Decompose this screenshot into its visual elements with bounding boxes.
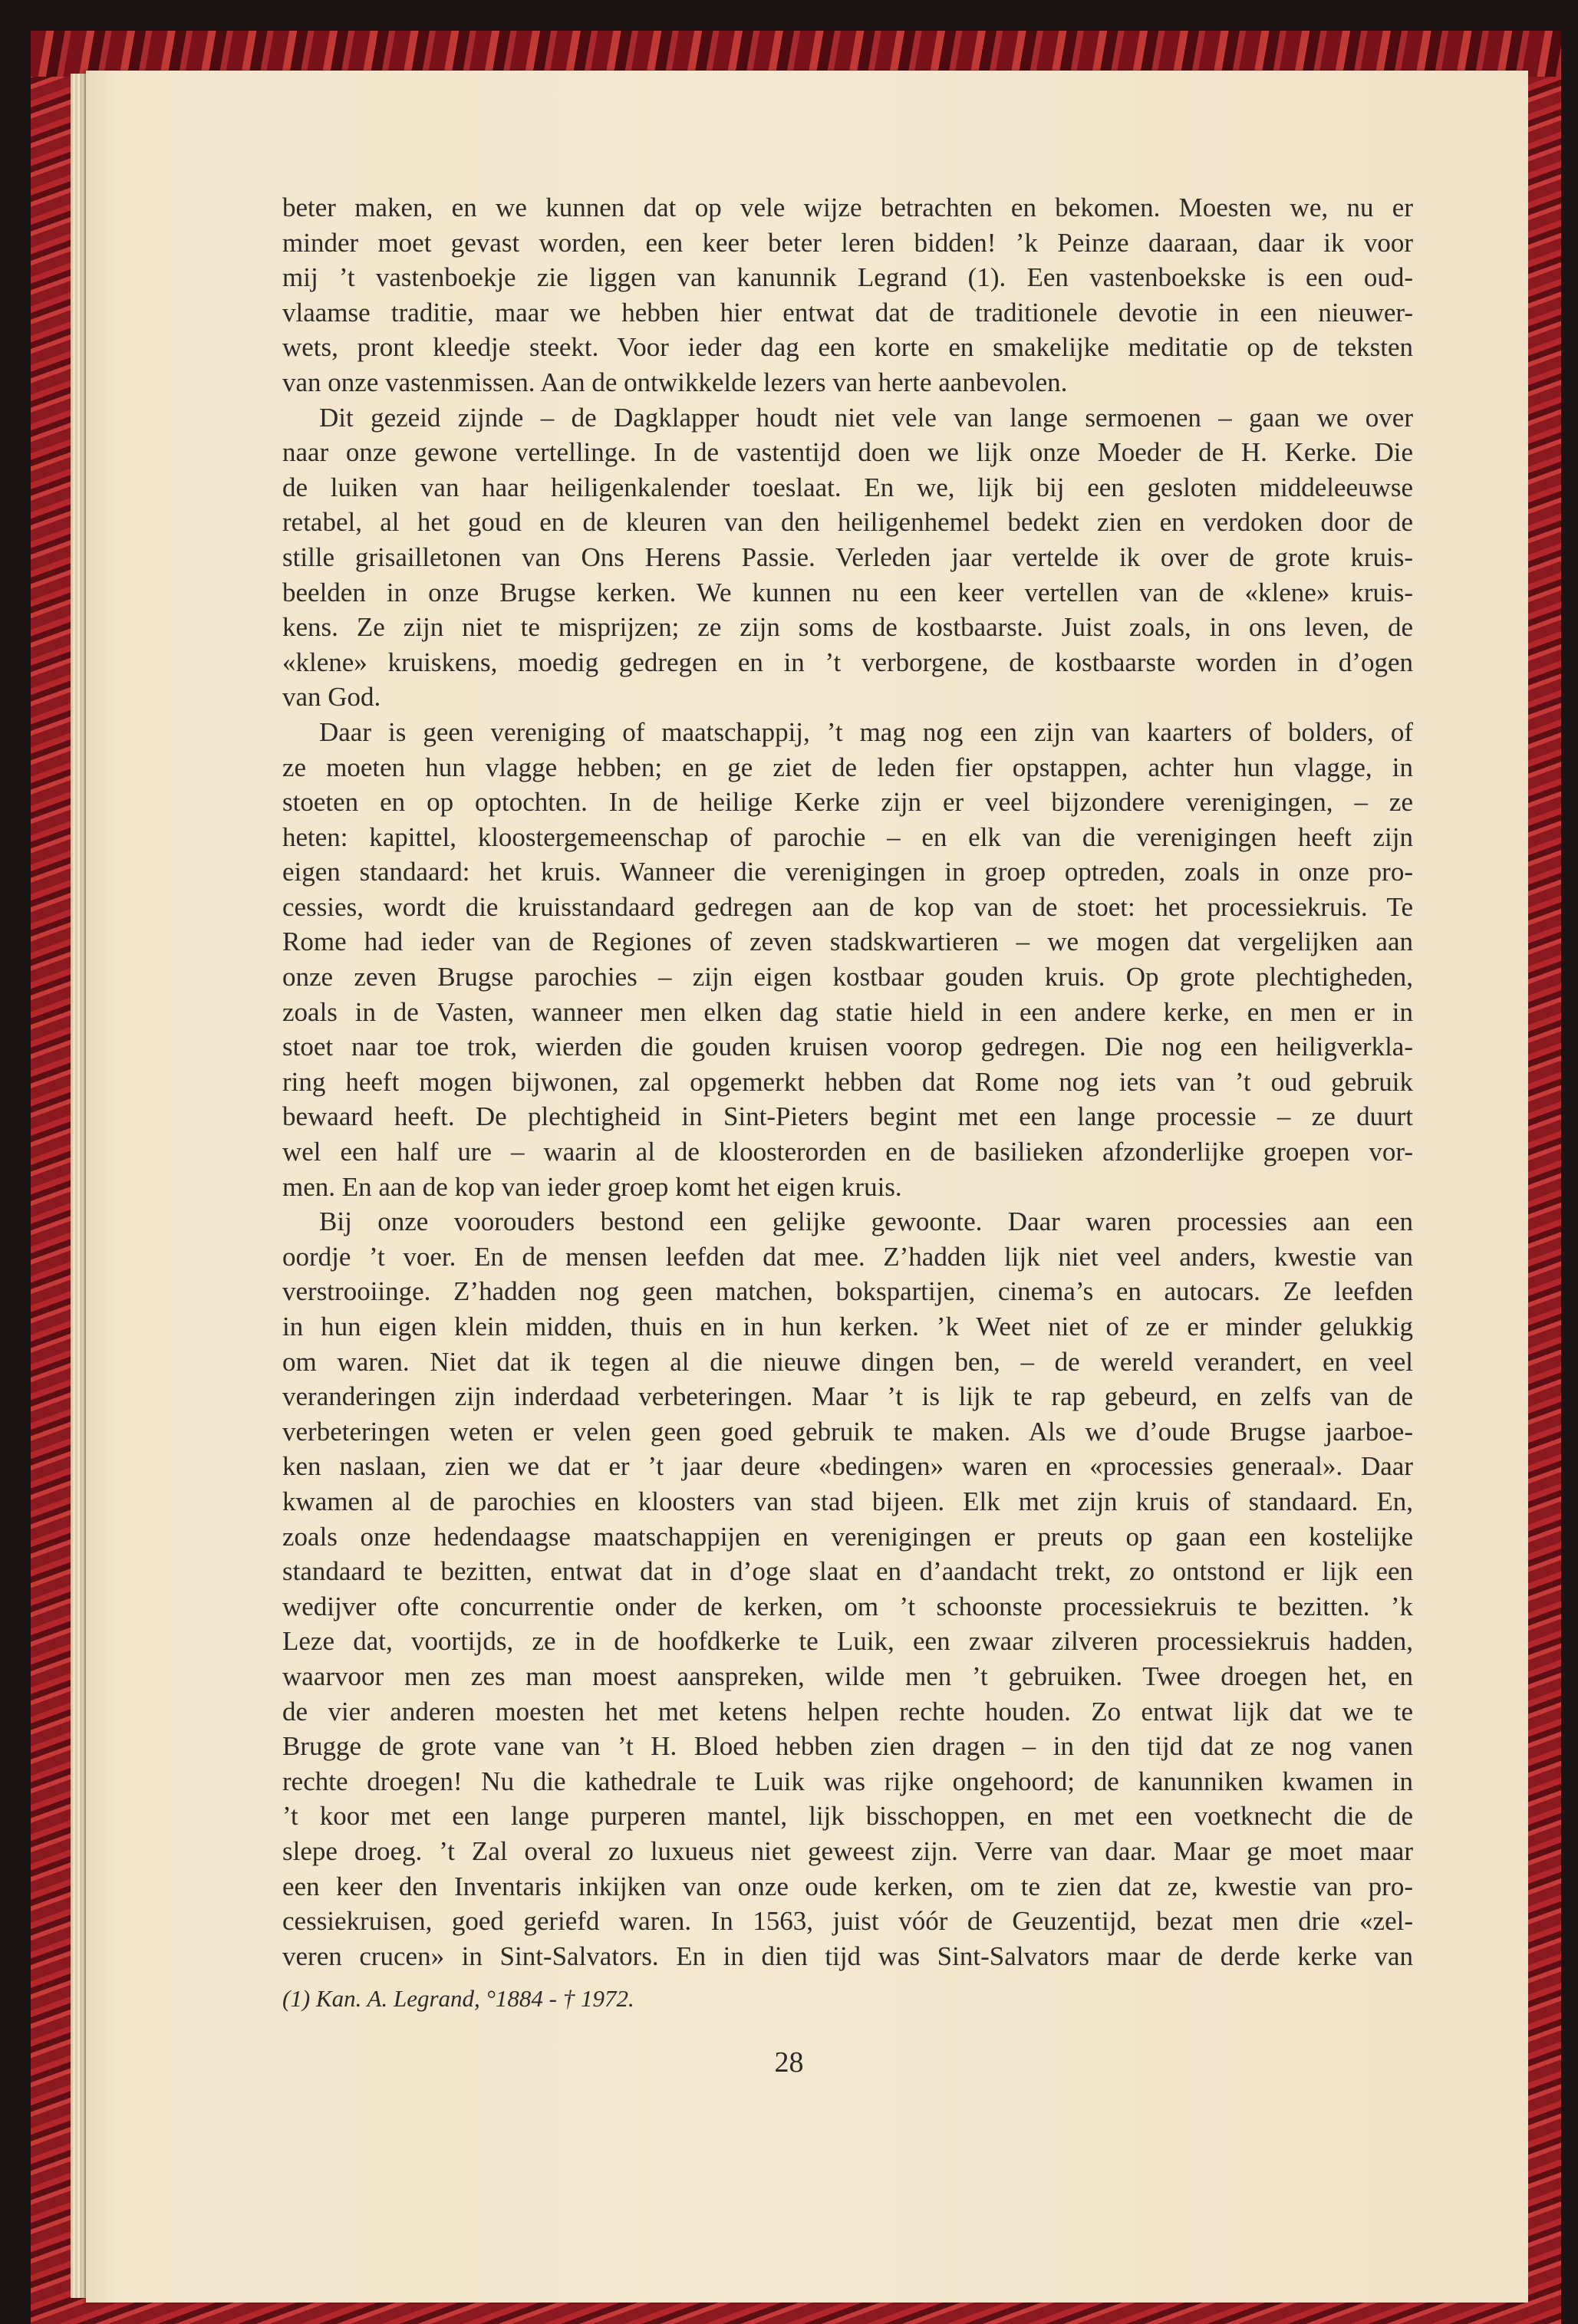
text-line: bewaard heeft. De plechtigheid in Sint-Pieters begint met een lange processie – ze duurt [282, 1101, 1413, 1132]
text-line: van God. [282, 682, 381, 713]
text-line: Bij onze voorouders bestond een gelijke gewoonte. Daar waren processies aan een [319, 1206, 1413, 1237]
text-line: in hun eigen klein midden, thuis en in hun kerken. ’k Weet niet of ze er minder gelukkig [282, 1312, 1413, 1341]
text-line: rechte droegen! Nu die kathedrale te Luik was rijke ongehoord; de kanunniken kwamen in [282, 1766, 1413, 1796]
text-line: beelden in onze Brugse kerken. We kunnen nu een keer vertellen van de «klene» kruis- [282, 577, 1413, 607]
text-line: Daar is geen vereniging of maatschappij, ’t mag nog een zijn van kaarters of bolders, of [319, 716, 1413, 747]
text-line: ring heeft mogen bijwonen, zal opgemerkt hebben dat Rome nog iets van ’t oud gebruik [282, 1066, 1413, 1097]
text-line: vlaamse traditie, maar we hebben hier entwat dat de traditionele devotie in een nieuwer- [282, 297, 1413, 328]
text-line: verstrooiinge. Z’hadden nog geen matchen, bokspartijen, cinema’s en autocars. Ze leefden [282, 1276, 1413, 1307]
text-line: ze moeten hun vlagge hebben; en ge ziet de leden fier opstappen, achter hun vlagge, in [282, 752, 1413, 782]
paragraph [282, 400, 1413, 715]
text-line: een keer den Inventaris inkijken van onze oude kerken, om te zien dat ze, kwestie van pro- [282, 1871, 1413, 1901]
text-line: standaard te bezitten, entwat dat in d’oge slaat en d’aandacht trekt, zo ontstond er lijk een [282, 1556, 1413, 1587]
text-line: beter maken, en we kunnen dat op vele wijze betrachten en bekomen. Moesten we, nu er [282, 193, 1413, 222]
text-line: Rome had ieder van de Regiones of zeven stadskwartieren – we mogen dat vergelijken aan [282, 927, 1413, 957]
text-line: waarvoor men zes man moest aanspreken, wilde men ’t gebruiken. Twee droegen het, en [282, 1661, 1413, 1691]
text-line: stille grisailletonen van Ons Herens Passie. Verleden jaar vertelde ik over de grote kruis- [282, 541, 1413, 572]
text-line: «klene» kruiskens, moedig gedregen en in ’t verborgene, de kostbaarste worden in d’ogen [282, 647, 1413, 677]
text-line: stoet naar toe trok, wierden die gouden kruisen voorop gedregen. Die nog een heiligverkla- [282, 1032, 1413, 1062]
text-line: Leze dat, voortijds, ze in de hoofdkerke te Luik, een zwaar zilveren processiekruis hadden, [282, 1626, 1413, 1657]
text-line: de vier anderen moesten het met ketens helpen rechte houden. Zo entwat lijk dat we te [282, 1696, 1413, 1727]
text-line: cessiekruisen, goed geriefd waren. In 1563, juist vóór de Geuzentijd, bezat men drie «zel- [282, 1906, 1413, 1937]
text-line: naar onze gewone vertellinge. In de vastentijd doen we lijk onze Moeder de H. Kerke. Die [282, 437, 1413, 468]
text-line: Brugge de grote vane van ’t H. Bloed hebben zien dragen – in den tijd dat ze nog vanen [282, 1731, 1413, 1762]
text-line: ken naslaan, zien we dat er ’t jaar deure «bedingen» waren en «processies generaal». Daar [282, 1451, 1413, 1482]
text-line: onze zeven Brugse parochies – zijn eigen kostbaar gouden kruis. Op grote plechtigheden, [282, 962, 1413, 992]
text-line: Dit gezeid zijnde – de Dagklapper houdt niet vele van lange sermoenen – gaan we over [319, 402, 1413, 433]
text-line: de luiken van haar heiligenkalender toeslaat. En we, lijk bij een gesloten middeleeuwse [282, 472, 1413, 502]
text-line: heten: kapittel, kloostergemeenschap of parochie – en elk van die verenigingen heeft zijn [282, 821, 1413, 852]
text-line: wedijver ofte concurrentie onder de kerken, om ’t schoonste processiekruis te bezitten. ’k [282, 1591, 1413, 1621]
text-line: men. En aan de kop van ieder groep komt het eigen kruis. [282, 1171, 902, 1202]
text-line: kens. Ze zijn niet te misprijzen; ze zijn soms de kostbaarste. Juist zoals, in ons leven, de [282, 612, 1413, 643]
paragraph [282, 1204, 1413, 1973]
book-cover-top-edge [31, 31, 1561, 77]
text-line: slepe droeg. ’t Zal overal zo luxueus niet geweest zijn. Verre van daar. Maar ge moet maar [282, 1835, 1413, 1866]
text-line: om waren. Niet dat ik tegen al die nieuwe dingen ben, – de wereld verandert, en veel [282, 1346, 1413, 1377]
text-line: minder moet gevast worden, een keer beter leren bidden! ’k Peinze daaraan, daar ik voor [282, 227, 1413, 258]
text-line: mij ’t vastenboekje zie liggen van kanunnik Legrand (1). Een vastenboekske is een oud- [282, 262, 1413, 293]
text-line: cessies, wordt die kruisstandaard gedregen aan de kop van de stoet: het processiekruis. Te [282, 891, 1413, 922]
text-line: veranderingen zijn inderdaad verbeteringen. Maar ’t is lijk te rap gebeurd, en zelfs van de [282, 1381, 1413, 1412]
paragraph [282, 190, 1413, 400]
text-line: ’t koor met een lange purperen mantel, lijk bisschoppen, en met een voetknecht die de [282, 1801, 1413, 1832]
text-line: eigen standaard: het kruis. Wanneer die verenigingen in groep optreden, zoals in onze pro- [282, 857, 1413, 887]
text-line: veren crucen» in Sint-Salvators. En in dien tijd was Sint-Salvators maar de derde kerke van [282, 1941, 1413, 1971]
text-line: stoeten en op optochten. In de heilige Kerke zijn er veel bijzondere verenigingen, – ze [282, 787, 1413, 818]
text-line: kwamen al de parochies en kloosters van stad bijeen. Elk met zijn kruis of standaard. En, [282, 1486, 1413, 1516]
page-stack-edge [71, 74, 87, 2298]
body-text [282, 190, 1413, 1973]
page-number: 28 [774, 2046, 804, 2079]
text-line: wets, pront kleedje steekt. Voor ieder dag een korte en smakelijke meditatie op de teksten [282, 332, 1413, 363]
text-line: van onze vastenmissen. Aan de ontwikkelde lezers van herte aanbevolen. [282, 367, 1068, 397]
text-line: zoals onze hedendaagse maatschappijen en verenigingen er preuts op gaan een kostelijke [282, 1521, 1413, 1552]
paragraph [282, 715, 1413, 1204]
text-line: wel een half ure – waarin al de kloosterorden en de basilieken afzonderlijke groepen vor- [282, 1137, 1413, 1167]
text-line: oordje ’t voer. En de mensen leefden dat mee. Z’hadden lijk niet veel anders, kwestie van [282, 1241, 1413, 1272]
text-line: zoals in de Vasten, wanneer men elken dag statie hield in een andere kerke, en men er in [282, 996, 1413, 1027]
text-line: verbeteringen weten er velen geen goed gebruik te maken. Als we d’oude Brugse jaarboe- [282, 1416, 1413, 1447]
text-line: retabel, al het goud en de kleuren van den heiligenhemel bedekt zien en verdoken door de [282, 507, 1413, 538]
footnote: (1) Kan. A. Legrand, °1884 - † 1972. [282, 1985, 634, 2012]
